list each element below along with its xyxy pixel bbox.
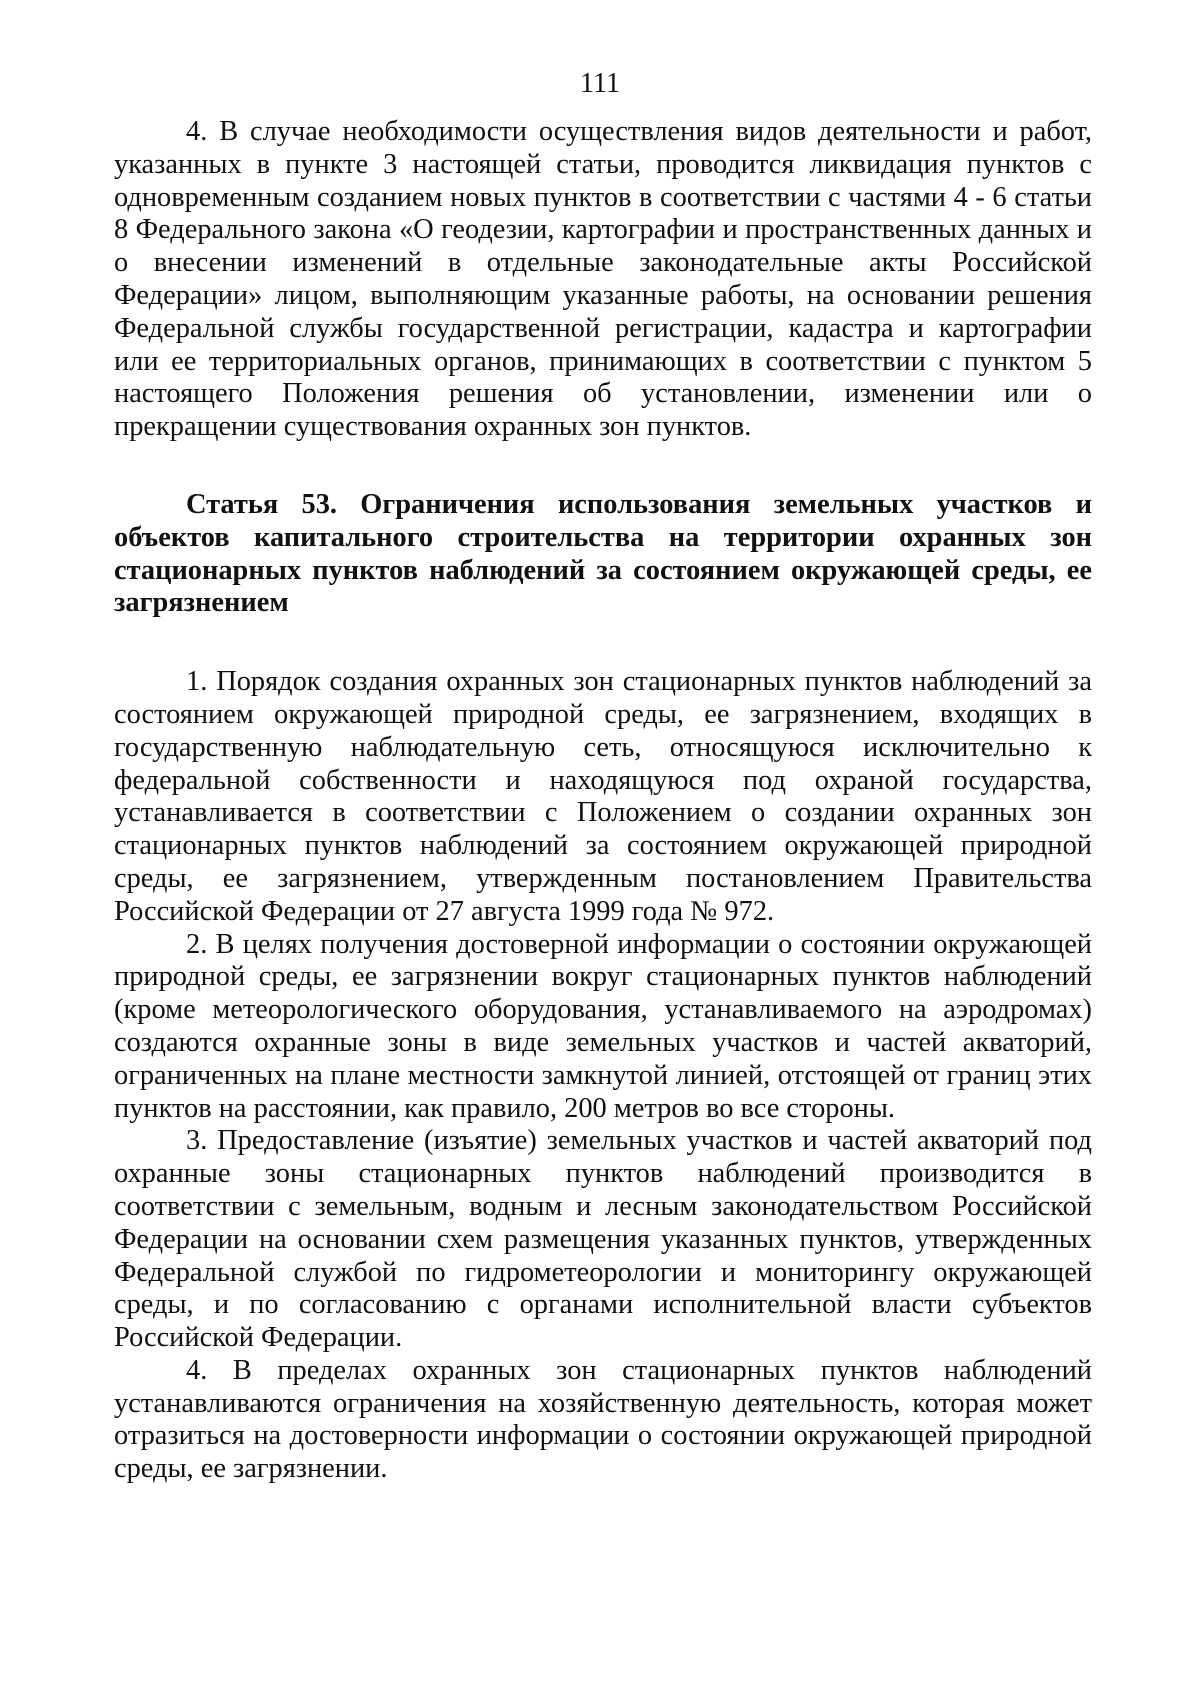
article-53-paragraph-4: 4. В пределах охранных зон стационарных пунктов наблюдений устанавливаются ограничения на хозяйственную деятельность, которая может отразиться на достоверности информации о состоянии окружающей природной среды, ее загрязнении.: [114, 1354, 1092, 1485]
page-number: 111: [580, 68, 620, 99]
heading-spacer: [114, 620, 1092, 666]
article-53-paragraph-2: 2. В целях получения достоверной информации о состоянии окружающей природной среды, ее загрязнении вокруг стационарных пунктов наблюдений (кроме метеорологического оборудования, устанавливаемого на аэродромах) создаются охранные зоны в виде земельных участков и частей акваторий, ограниченных на плане местности замкнутой линией, отстоящей от границ этих пунктов на расстоянии, как правило, 200 метров во все стороны.: [114, 928, 1092, 1124]
document-body: [114, 116, 1092, 1486]
article-53-paragraph-1: 1. Порядок создания охранных зон стационарных пунктов наблюдений за состоянием окружающей природной среды, ее загрязнением, входящих в государственную наблюдательную сеть, относящуюся исключительно к федеральной собственности и находящуюся под охраной государства, устанавливается в соответствии с Положением о создании охранных зон стационарных пунктов наблюдений за состоянием окружающей природной среды, ее загрязнением, утвержденным постановлением Правительства Российской Федерации от 27 августа 1999 года № 972.: [114, 666, 1092, 927]
article-53-paragraph-3: 3. Предоставление (изъятие) земельных участков и частей акваторий под охранные зоны стационарных пунктов наблюдений производится в соответствии с земельным, водным и лесным законодательством Российской Федерации на основании схем размещения указанных пунктов, утвержденных Федеральной службой по гидрометеорологии и мониторингу окружающей среды, и по согласованию с органами исполнительной власти субъектов Российской Федерации.: [114, 1125, 1092, 1354]
paragraph-4-previous-article: 4. В случае необходимости осуществления видов деятельности и работ, указанных в пункте 3 настоящей статьи, проводится ликвидация пунктов с одновременным созданием новых пунктов в соответствии с частями 4 - 6 статьи 8 Федерального закона «О геодезии, картографии и пространственных данных и о внесении изменений в отдельные законодательные акты Российской Федерации» лицом, выполняющим указанные работы, на основании решения Федеральной службы государственной регистрации, кадастра и картографии или ее территориальных органов, принимающих в соответствии с пунктом 5 настоящего Положения решения об установлении, изменении или о прекращении существования охранных зон пунктов.: [114, 116, 1092, 443]
article-53-heading: Статья 53. Ограничения использования земельных участков и объектов капитального строительства на территории охранных зон стационарных пунктов наблюдений за состоянием окружающей среды, ее загрязнением: [114, 488, 1092, 619]
